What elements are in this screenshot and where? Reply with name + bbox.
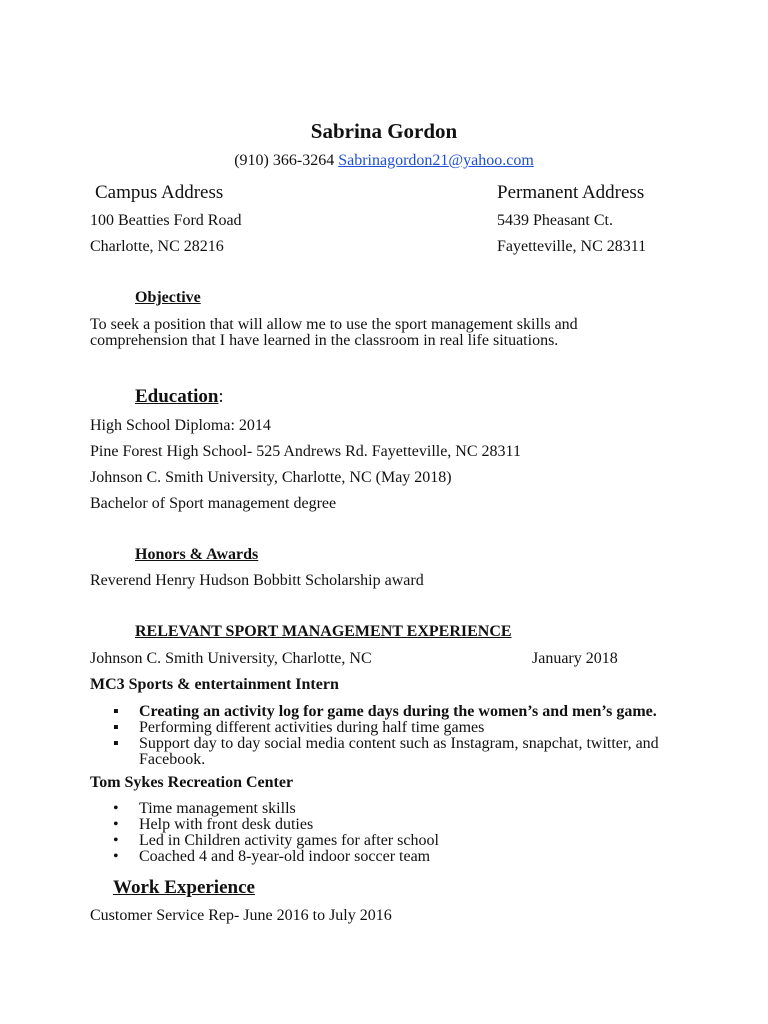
work-line: Customer Service Rep- June 2016 to July 2016 [90,907,392,924]
round-bullet-icon: • [113,816,119,833]
list-item [113,801,713,817]
list-item-text: Help with front desk duties [139,816,314,833]
list-item-text: Led in Children activity games for after school [139,832,439,849]
resume-name: Sabrina Gordon [310,119,458,143]
list-item-text: Coached 4 and 8-year-old indoor soccer team [139,848,431,865]
objective-heading: Objective [135,289,201,306]
list-item [113,833,713,849]
role2-bullet-list [113,801,713,865]
education-line: Johnson C. Smith University, Charlotte, NC (May 2018) [90,469,452,486]
education-heading: Education [135,386,219,407]
list-item-text: Support day to day social media content such as Instagram, snapchat, twitter, and Facebook. [139,735,659,768]
list-item [113,849,713,865]
role1-title: MC3 Sports & entertainment Intern [90,676,339,693]
list-item-text: Time management skills [139,800,296,817]
role2-title: Tom Sykes Recreation Center [90,774,294,791]
list-item-text: Creating an activity log for game days during the women’s and men’s game. [139,703,657,720]
role1-bullet-list [113,704,713,768]
round-bullet-icon: • [113,832,119,849]
round-bullet-icon: • [113,800,119,817]
permanent-address-line2: Fayetteville, NC 28311 [497,238,647,255]
education-line: High School Diploma: 2014 [90,417,271,434]
square-bullet-icon: ▪ [113,703,119,720]
experience-heading: RELEVANT SPORT MANAGEMENT EXPERIENCE [135,623,512,640]
list-item-text: Performing different activities during half time games [139,719,485,736]
permanent-address-line1: 5439 Pheasant Ct. [497,212,613,229]
campus-address-heading: Campus Address [95,182,224,203]
experience-employer: Johnson C. Smith University, Charlotte, NC [90,650,372,667]
education-line: Bachelor of Sport management degree [90,495,337,512]
square-bullet-icon: ▪ [113,735,119,752]
education-heading-colon: : [218,386,224,407]
education-heading-row [135,386,224,408]
list-item [113,736,713,768]
honors-line: Reverend Henry Hudson Bobbitt Scholarship award [90,572,424,589]
education-line: Pine Forest High School- 525 Andrews Rd. Fayetteville, NC 28311 [90,443,521,460]
square-bullet-icon: ▪ [113,719,119,736]
objective-text: To seek a position that will allow me to use the sport management skills and comprehension that I have learned in the classroom in real life situations. [90,316,578,349]
list-item [113,704,713,720]
contact-line [0,152,768,170]
email-link[interactable]: Sabrinagordon21@yahoo.com [338,152,534,169]
campus-address-line1: 100 Beatties Ford Road [90,212,242,229]
campus-address-line2: Charlotte, NC 28216 [90,238,224,255]
work-heading: Work Experience [113,877,255,898]
experience-date: January 2018 [532,650,618,667]
list-item [113,720,713,736]
permanent-address-heading: Permanent Address [497,182,645,203]
round-bullet-icon: • [113,848,119,865]
honors-heading: Honors & Awards [135,546,259,563]
list-item [113,817,713,833]
phone-number: (910) 366-3264 [234,152,335,169]
